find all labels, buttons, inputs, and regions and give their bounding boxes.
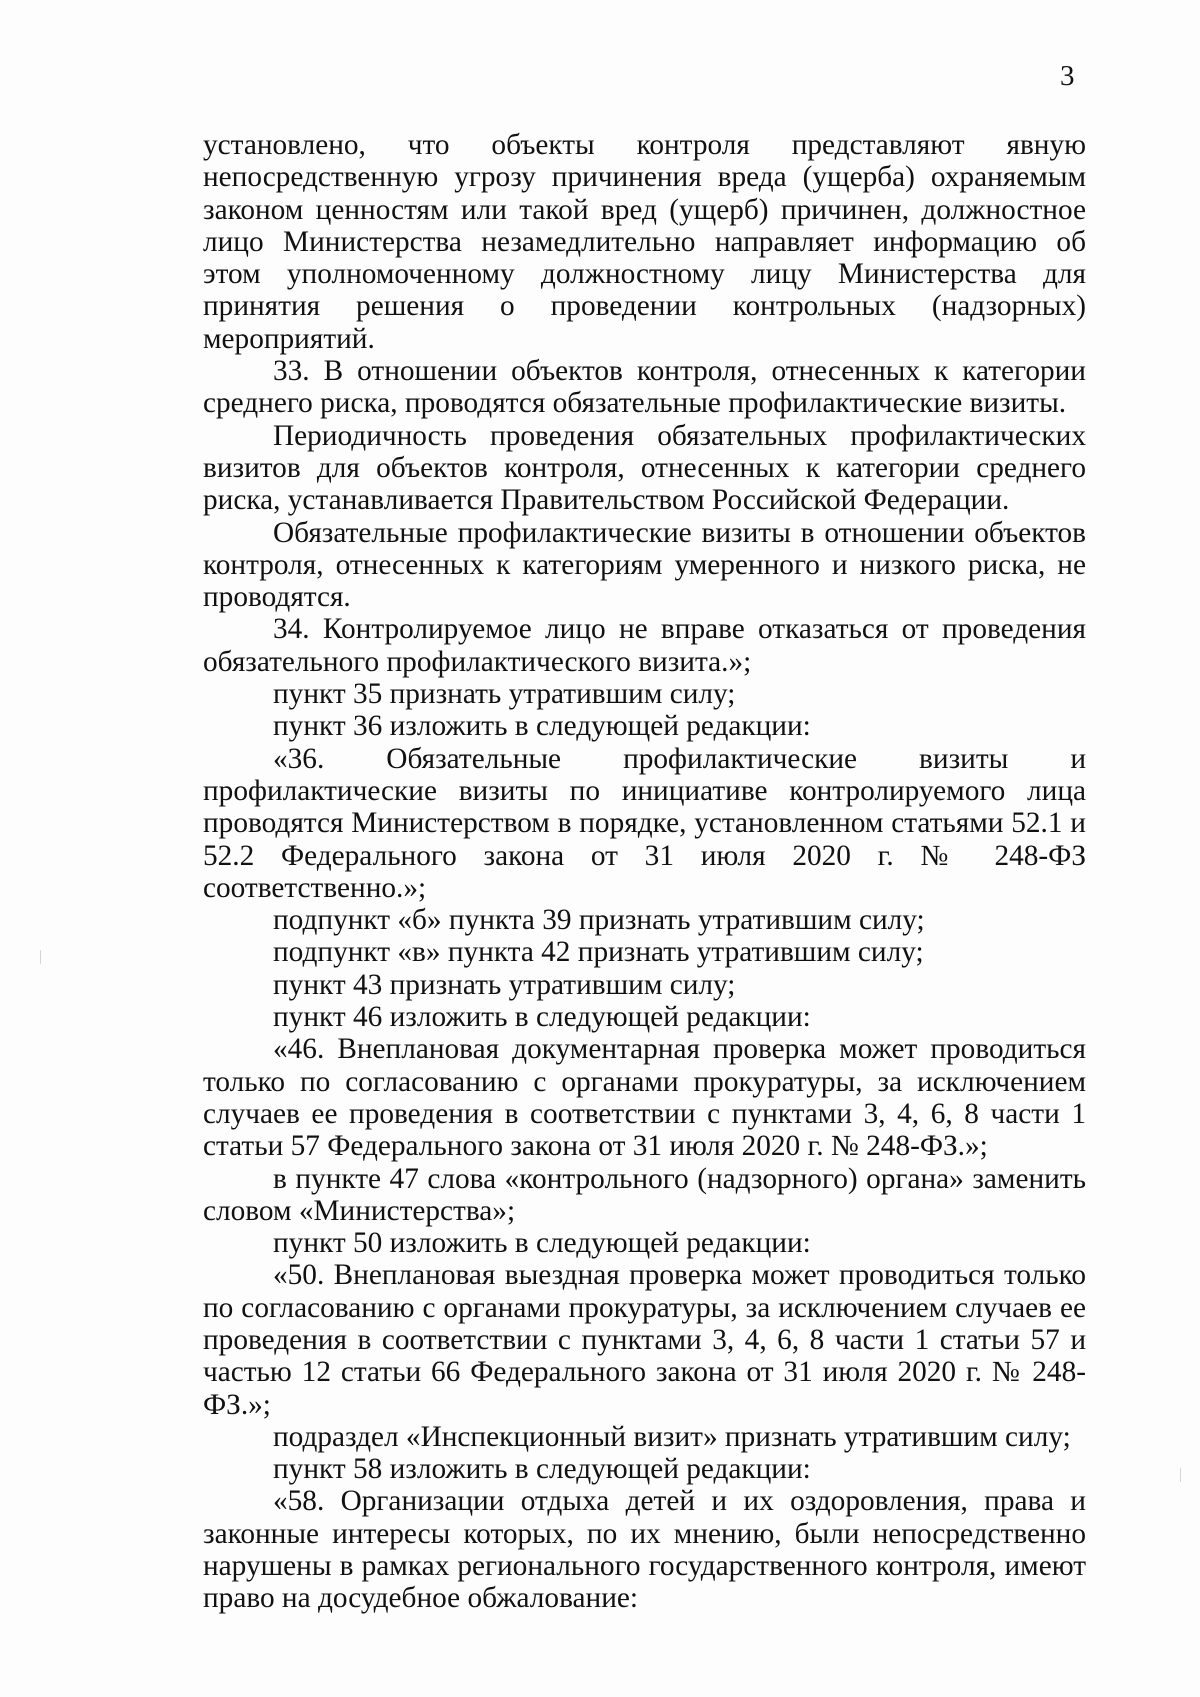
amendment-line: подпункт «б» пункта 39 признать утратившим силу; xyxy=(273,904,925,937)
paragraph: установлено, что объекты контроля представляют явную непосредственную угрозу причинения вреда (ущерба) охраняемым законом ценностям или такой вред (ущерб) причинен, должностное лицо Министерства незамедлительно направляет информацию об этом уполномоченному должностному лицу Министерства для принятия решения о проведении контрольных (надзорных) мероприятий. xyxy=(203,129,1086,355)
paragraph-item-33: 33. В отношении объектов контроля, отнесенных к категории среднего риска, проводятся обязательные профилактические визиты. xyxy=(203,355,1086,420)
paragraph: Обязательные профилактические визиты в отношении объектов контроля, отнесенных к категориям умеренного и низкого риска, не проводятся. xyxy=(203,516,1086,614)
paragraph-item-50: «50. Внеплановая выездная проверка может проводиться только по согласованию с органами прокуратуры, за исключением случаев ее проведения в соответствии с пунктами 3, 4, 6, 8 части 1 статьи 57 и частью 12 статьи 66 Федерального закона от 31 июля 2020 г. № 248-ФЗ.»; xyxy=(203,1259,1086,1421)
paragraph-item-58: «58. Организации отдыха детей и их оздоровления, права и законные интересы которых, по их мнению, были непосредственно нарушены в рамках регионального государственного контроля, имеют право на досудебное обжалование: xyxy=(203,1485,1086,1615)
scan-artifact-left xyxy=(40,950,41,964)
amendment-line: пункт 50 изложить в следующей редакции: xyxy=(273,1227,811,1260)
page-number: 3 xyxy=(1060,60,1075,92)
scan-artifact-right xyxy=(1180,1468,1181,1482)
paragraph-item-34: 34. Контролируемое лицо не вправе отказаться от проведения обязательного профилактического визита.»; xyxy=(203,613,1086,678)
paragraph-item-36: «36. Обязательные профилактические визиты и профилактические визиты по инициативе контролируемого лица проводятся Министерством в порядке, установленном статьями 52.1 и 52.2 Федерального закона от 31 июля 2020 г. № 248-ФЗ соответственно.»; xyxy=(203,742,1086,904)
amendment-line: подпункт «в» пункта 42 признать утратившим силу; xyxy=(273,936,924,969)
amendment-line: пункт 35 признать утратившим силу; xyxy=(273,678,736,711)
amendment-line: пункт 36 изложить в следующей редакции: xyxy=(273,710,811,743)
document-body xyxy=(203,129,1086,1615)
paragraph: Периодичность проведения обязательных профилактических визитов для объектов контроля, отнесенных к категории среднего риска, устанавливается Правительством Российской Федерации. xyxy=(203,419,1086,517)
amendment-line: пункт 58 изложить в следующей редакции: xyxy=(273,1453,811,1486)
amendment-line: подраздел «Инспекционный визит» признать утратившим силу; xyxy=(273,1420,1071,1453)
amendment-line: в пункте 47 слова «контрольного (надзорного) органа» заменить словом «Министерства»; xyxy=(203,1162,1086,1227)
amendment-line: пункт 46 изложить в следующей редакции: xyxy=(273,1001,811,1034)
amendment-line: пункт 43 признать утратившим силу; xyxy=(273,968,736,1001)
paragraph-item-46: «46. Внеплановая документарная проверка может проводиться только по согласованию с органами прокуратуры, за исключением случаев ее проведения в соответствии с пунктами 3, 4, 6, 8 части 1 статьи 57 Федерального закона от 31 июля 2020 г. № 248-ФЗ.»; xyxy=(203,1033,1086,1163)
